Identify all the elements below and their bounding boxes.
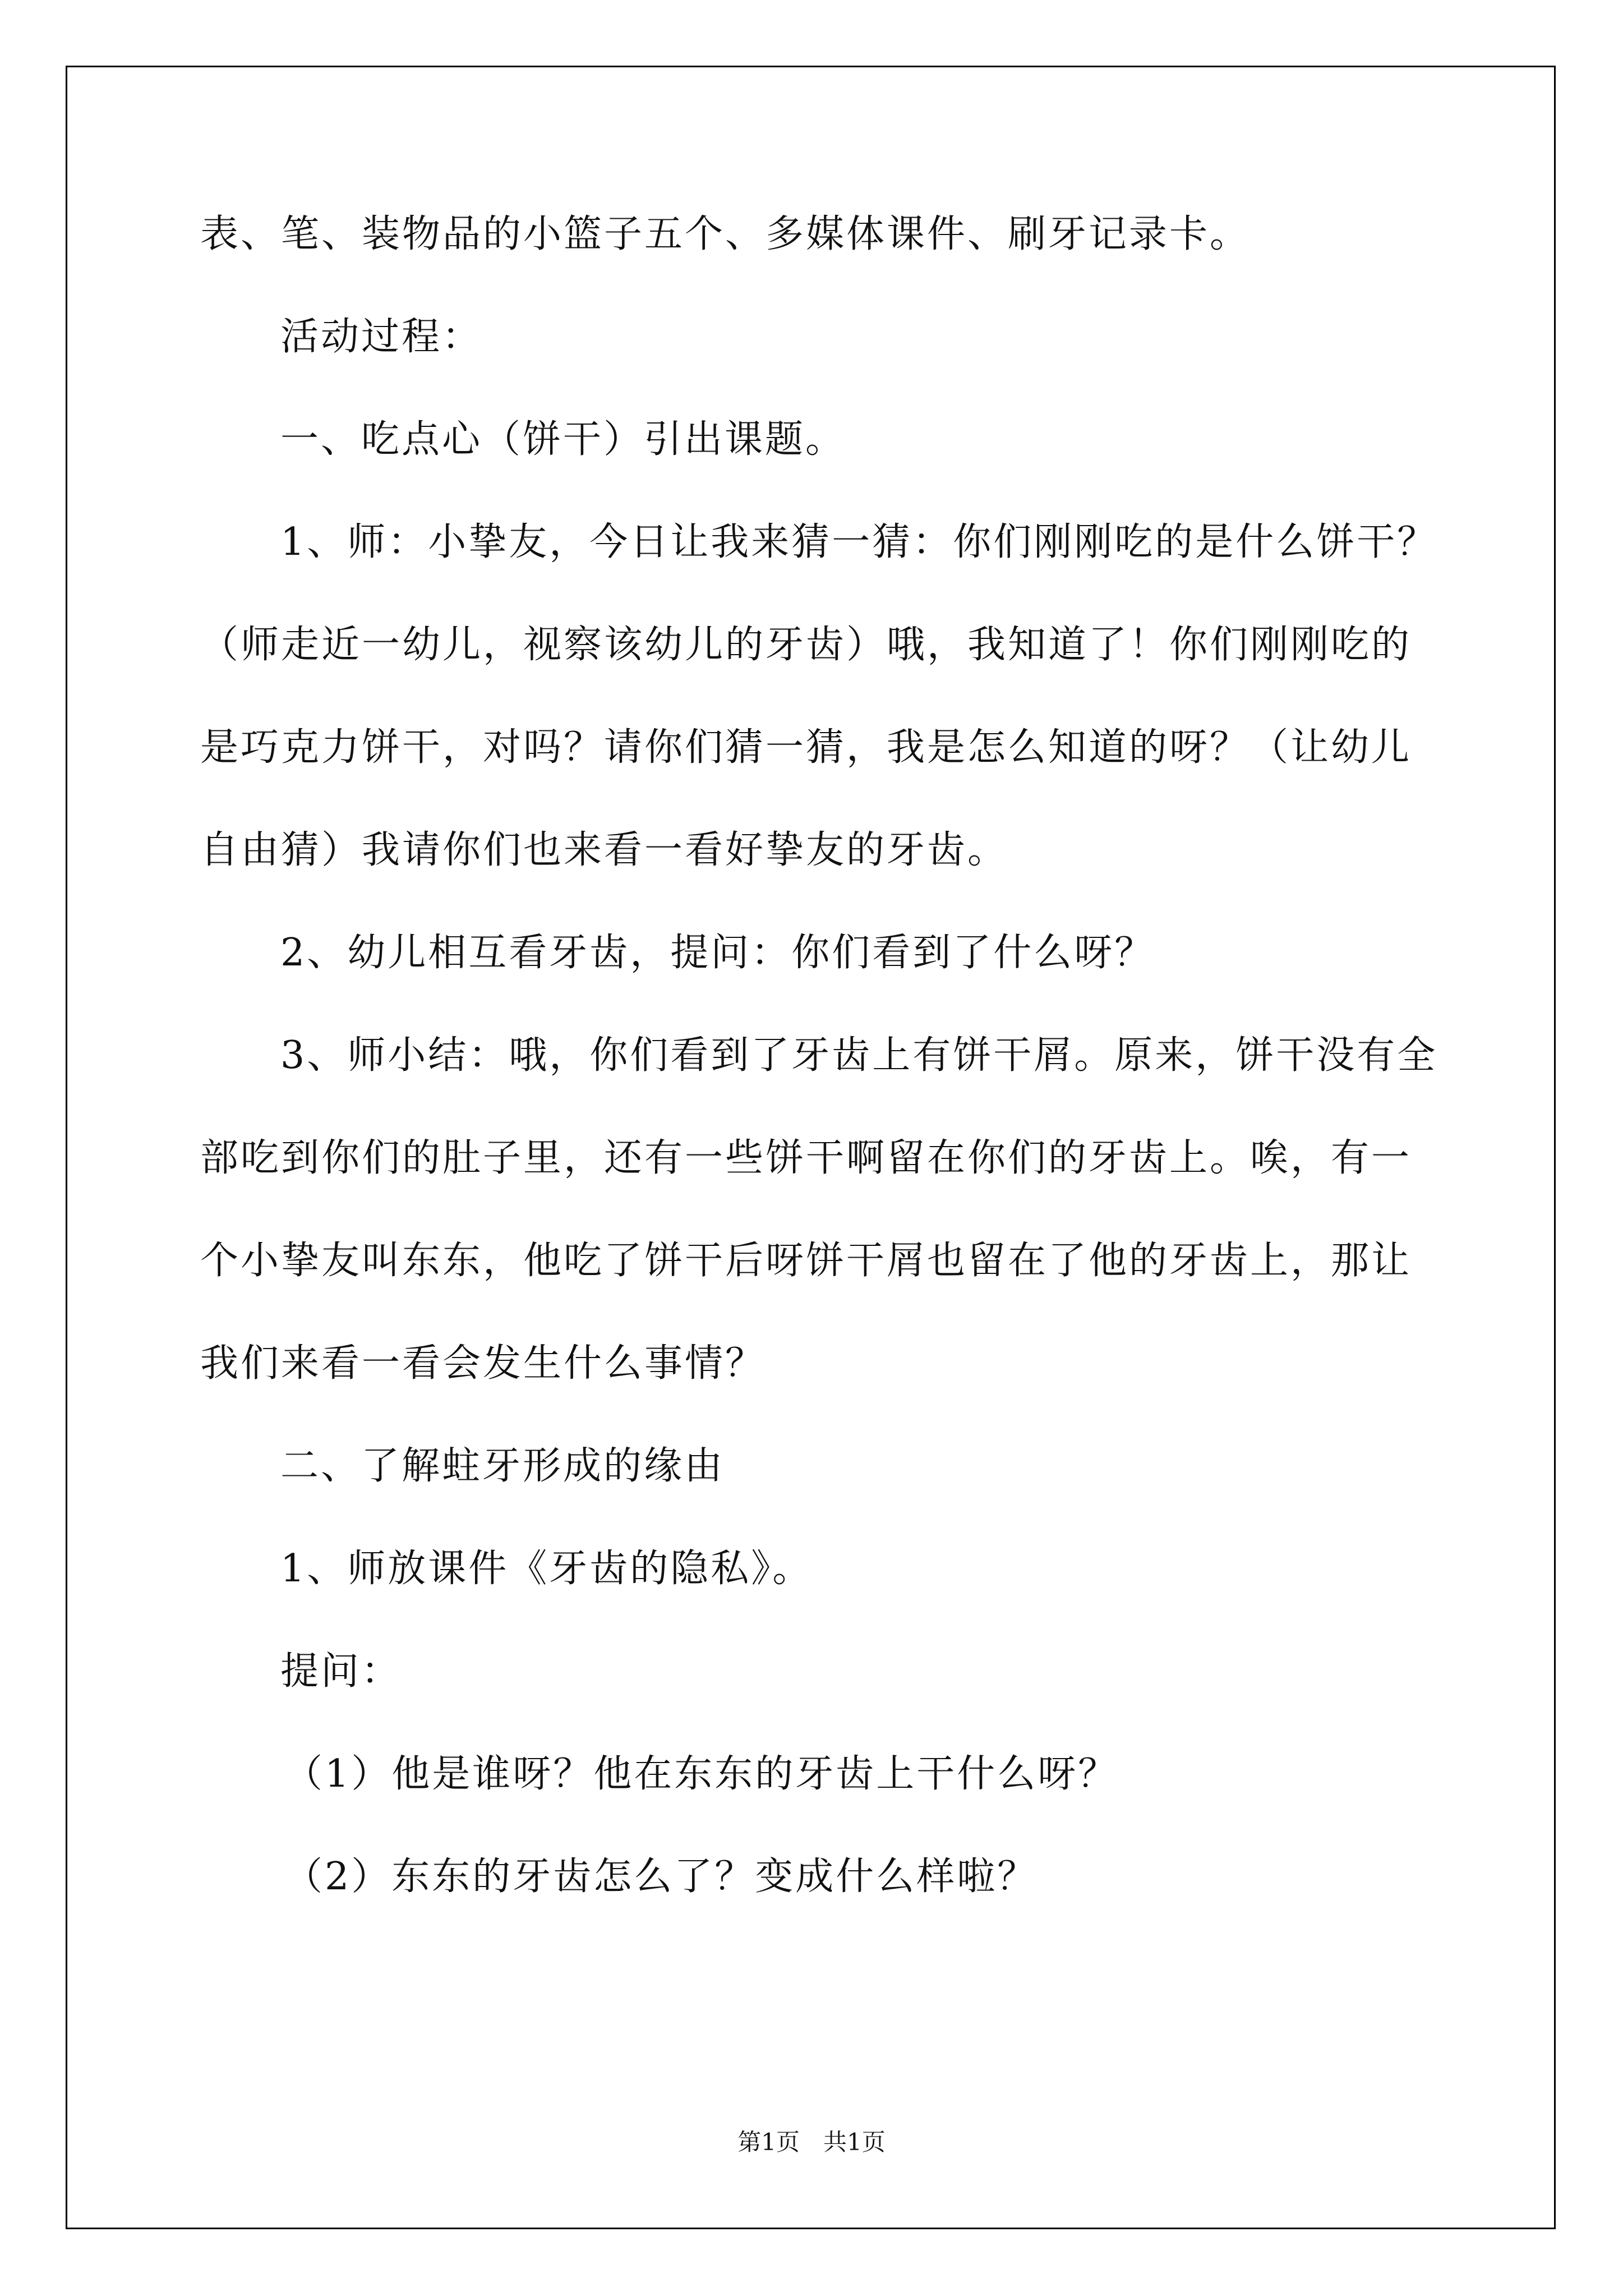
text-line-15: 提问： <box>280 1649 402 1694</box>
text-line-8: 2、幼儿相互看牙齿，提问：你们看到了什么呀？ <box>280 931 1155 975</box>
text-line-12: 我们来看一看会发生什么事情？ <box>200 1341 766 1386</box>
text-line-6: 是巧克力饼干，对吗？请你们猜一猜，我是怎么知道的呀？（让幼儿 <box>200 725 1412 770</box>
text-line-17: （2）东东的牙齿怎么了？变成什么样啦？ <box>284 1855 1038 1899</box>
text-line-4: 1、师：小挚友，今日让我来猜一猜：你们刚刚吃的是什么饼干？ <box>280 520 1438 564</box>
text-line-3: 一、吃点心（饼干）引出课题。 <box>280 417 846 462</box>
text-line-7: 自由猜）我请你们也来看一看好挚友的牙齿。 <box>200 828 1008 872</box>
text-line-16: （1）他是谁呀？他在东东的牙齿上干什么呀？ <box>284 1752 1119 1796</box>
text-line-9: 3、师小结：哦，你们看到了牙齿上有饼干屑。原来，饼干没有全 <box>280 1033 1438 1078</box>
text-line-1: 表、笔、装物品的小篮子五个、多媒体课件、刷牙记录卡。 <box>200 212 1251 256</box>
page-footer: 第1页 共1页 <box>737 2128 886 2156</box>
text-line-5: （师走近一幼儿，视察该幼儿的牙齿）哦，我知道了！你们刚刚吃的 <box>200 623 1412 667</box>
text-line-13: 二、了解蛀牙形成的缘由 <box>280 1444 725 1488</box>
text-line-11: 个小挚友叫东东，他吃了饼干后呀饼干屑也留在了他的牙齿上，那让 <box>200 1239 1412 1283</box>
text-line-14: 1、师放课件《牙齿的隐私》。 <box>280 1547 813 1591</box>
text-line-2: 活动过程： <box>280 315 483 359</box>
text-line-10: 部吃到你们的肚子里，还有一些饼干啊留在你们的牙齿上。唉，有一 <box>200 1136 1412 1180</box>
